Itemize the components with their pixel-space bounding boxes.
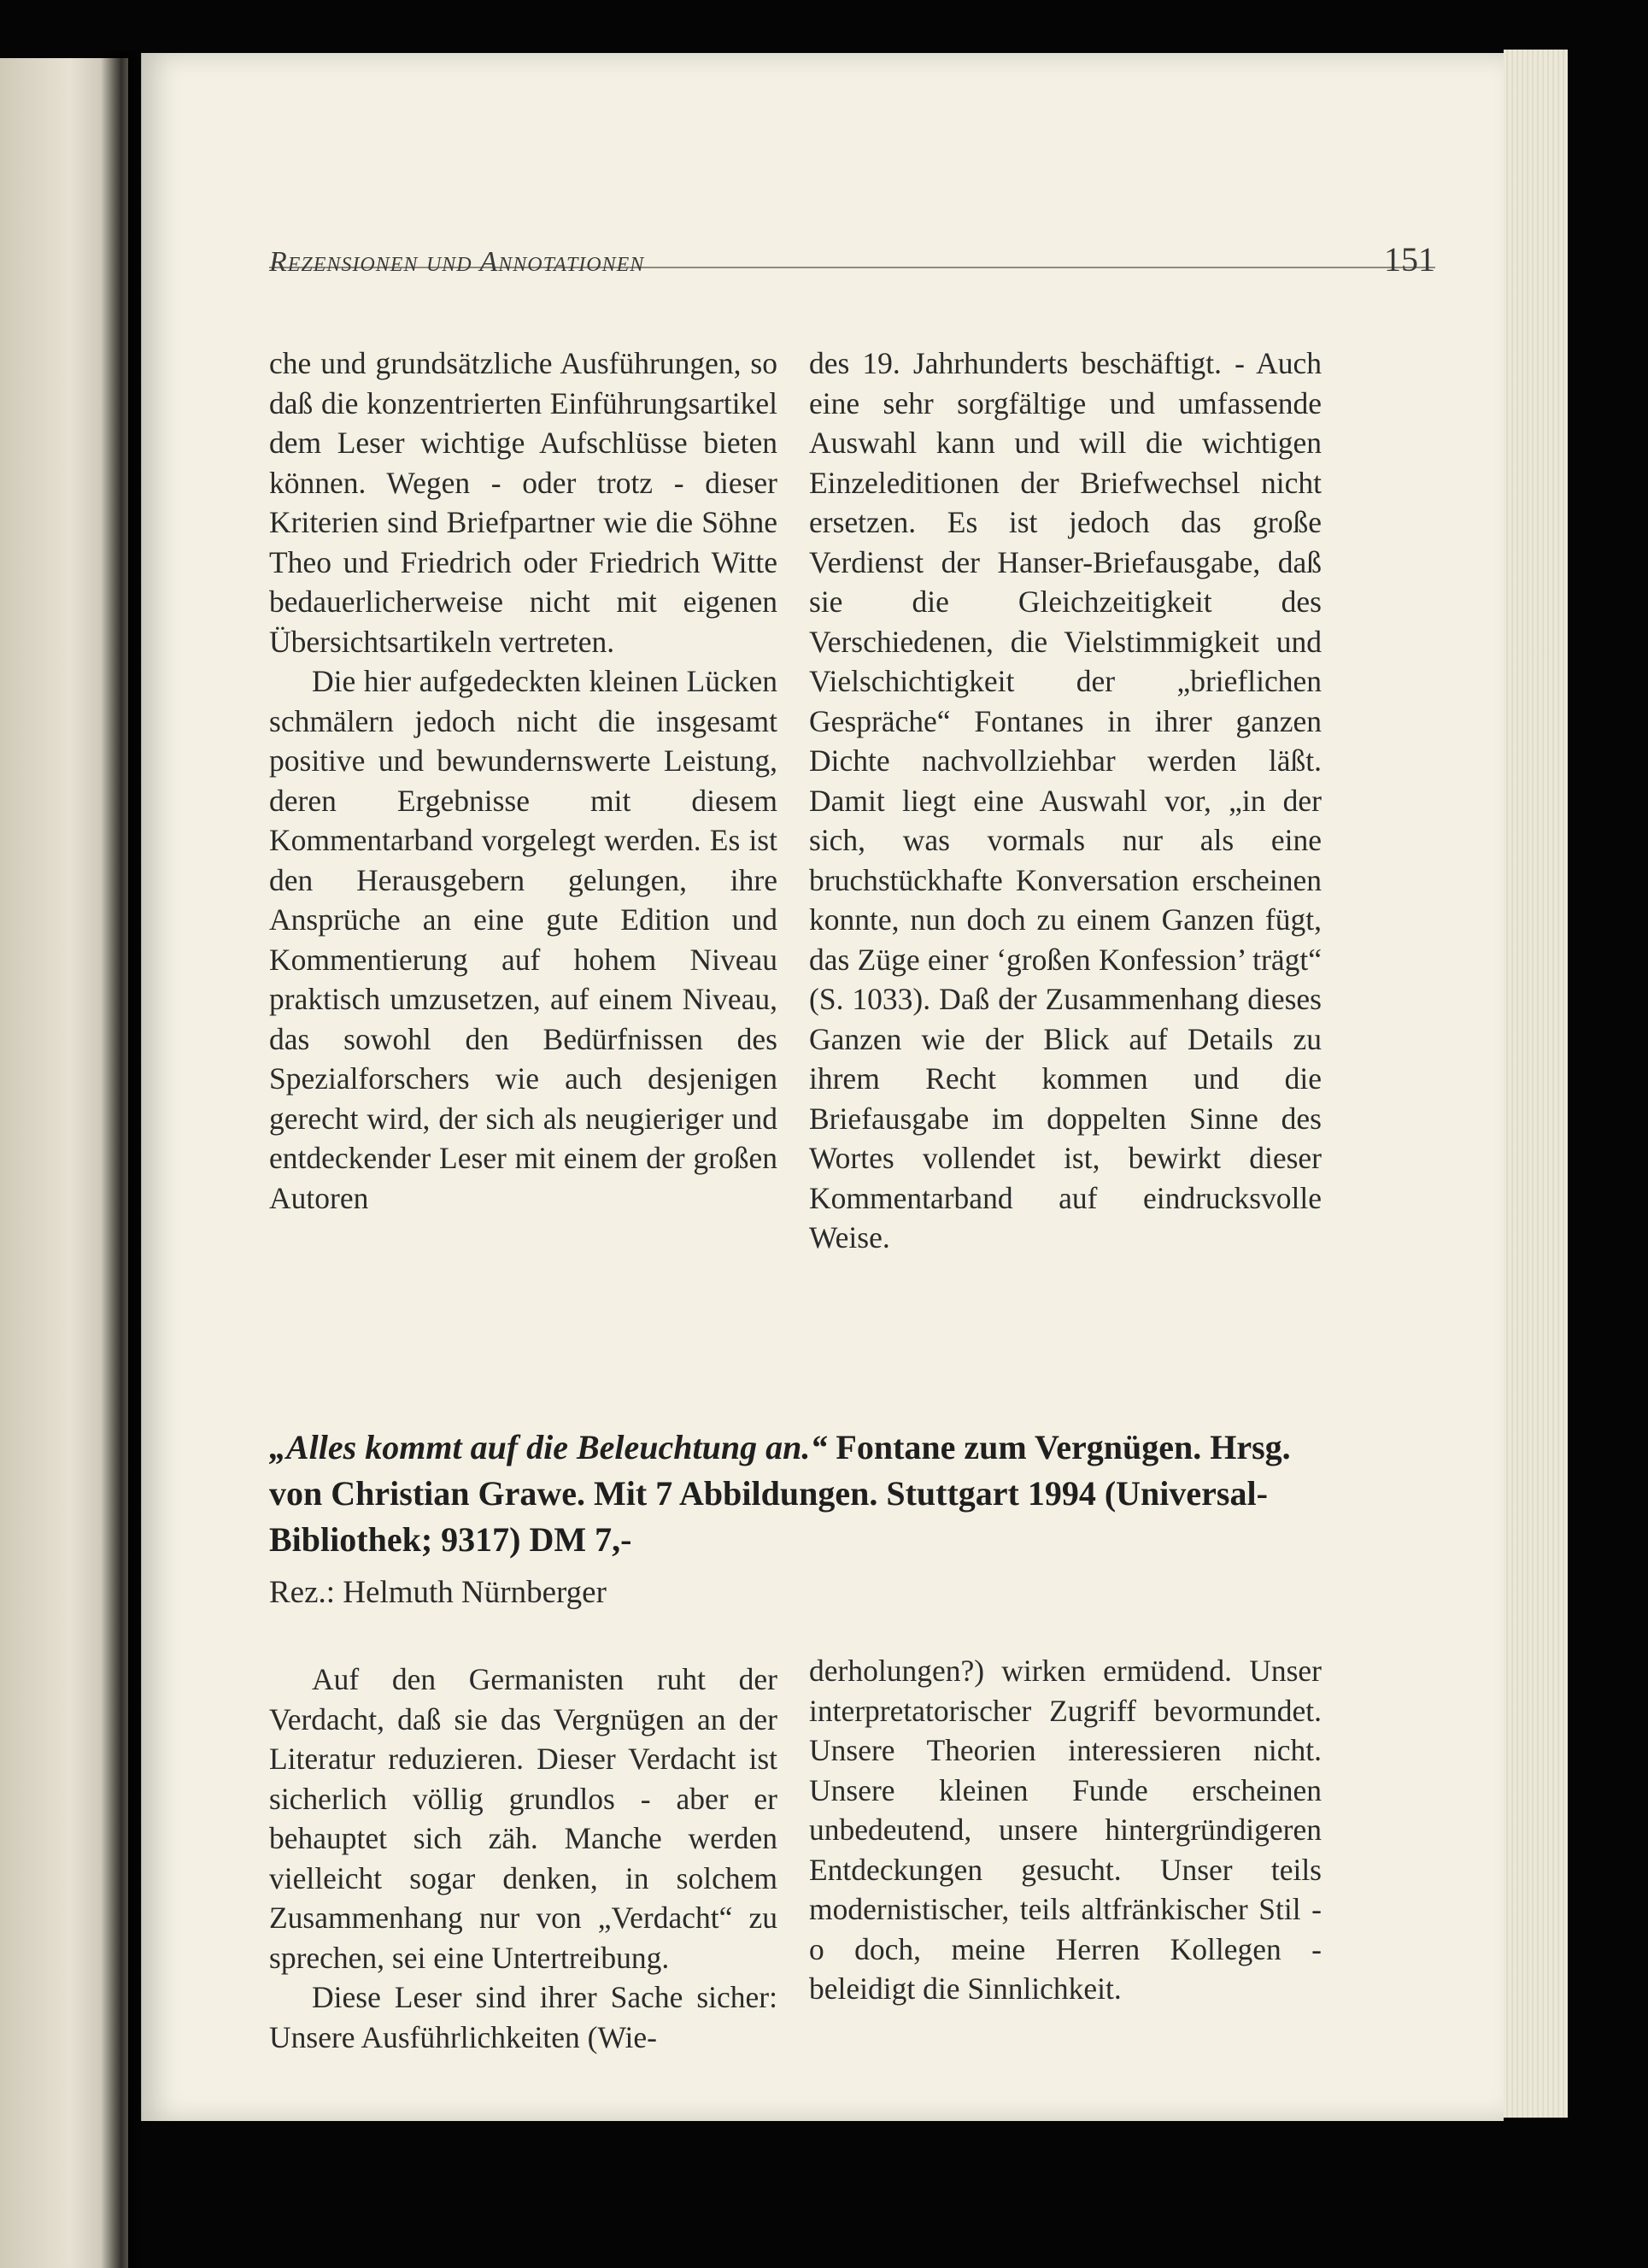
running-head [269, 198, 1435, 279]
book-gutter [101, 51, 142, 2268]
book-title: „Alles kommt auf die Beleuchtung an.“ [269, 1428, 828, 1466]
paragraph: Auf den Germanisten ruht der Verdacht, daß sie das Vergnügen an der Literatur reduzieren. Dieser Verdacht ist sicherlich völlig grundlos - aber er behauptet sich zäh. Manche werden vielleicht sogar denken, in solchem Zusammenhang nur von „Verdacht“ zu sprechen, sei eine Untertreibung. [269, 1662, 777, 1975]
page-block-edge [1504, 50, 1568, 2118]
running-title: Rezensionen und Annotationen [269, 246, 645, 278]
review-title [269, 1425, 1346, 1563]
review2-column-right [809, 1651, 1322, 2009]
paragraph: derholungen?) wirken ermüdend. Unser interpretatorischer Zugriff bevormundet. Unsere Theorien interessieren nicht. Unsere kleinen Funde erscheinen unbedeutend, unsere hintergründigeren Entdeckungen gesucht. Unser teils modernistischer, teils altfränkischer Stil - o doch, meine Herren Kollegen - beleidigt die Sinnlichkeit. [809, 1654, 1322, 2006]
review1-column-left [269, 344, 777, 1218]
paragraph: Diese Leser sind ihrer Sache sicher: Unsere Ausführlichkeiten (Wie- [269, 1980, 777, 2054]
paragraph: che und grundsätzliche Ausführungen, so daß die konzentrierten Einführungsartikel dem Leser wichtige Aufschlüsse bieten können. Wegen - oder trotz - dieser Kriterien sind Briefpartner wie die Söhne Theo und Friedrich oder Friedrich Witte bedauerlicherweise nicht mit eigenen Übersichtsartikeln vertreten. [269, 346, 777, 659]
paragraph: des 19. Jahrhunderts beschäftigt. - Auch eine sehr sorgfältige und umfassende Auswahl kann und will die wichtigen Einzeleditionen der Briefwechsel nicht ersetzen. Es ist jedoch das große Verdienst der Hanser-Briefausgabe, daß sie die Gleichzeitigkeit des Verschiedenen, die Vielstimmigkeit und Vielschichtigkeit der „brieflichen Gespräche“ Fontanes in ihrer ganzen Dichte nachvollziehbar werden läßt. Damit liegt eine Auswahl vor, „in der sich, was vormals nur als eine bruchstückhafte Konversation erscheinen konnte, nun doch zu einem Ganzen fügt, das Züge einer ‘großen Konfession’ trägt“ (S. 1033). Daß der Zusammenhang dieses Ganzen wie der Blick auf Details zu ihrem Recht kommen und die Briefausgabe im doppelten Sinne des Wortes vollendet ist, bewirkt dieser Kommentarband auf eindrucksvolle Weise. [809, 346, 1322, 1254]
paragraph: Die hier aufgedeckten kleinen Lücken schmälern jedoch nicht die insgesamt positive und bewundernswerte Leistung, deren Ergebnisse mit diesem Kommentarband vorgelegt werden. Es ist den Herausgebern gelungen, ihre Ansprüche an eine gute Edition und Kommentierung auf hohem Niveau praktisch umzusetzen, auf einem Niveau, das sowohl den Bedürfnissen des Spezialforschers wie auch desjenigen gerecht wird, der sich als neugieriger und entdeckender Leser mit einem der großen Autoren [269, 664, 777, 1215]
review2-column-left [269, 1660, 777, 2057]
book-page [141, 53, 1504, 2121]
reviewer-line: Rez.: Helmuth Nürnberger [269, 1575, 607, 1610]
page-number: 151 [1384, 240, 1435, 279]
book-details: Fontane zum Vergnügen. Hrsg. von Christian Grawe. Mit 7 Abbildungen. Stuttgart 1994 (Universal-Bibliothek; 9317) DM 7,- [269, 1428, 1291, 1559]
review1-column-right [809, 344, 1322, 1258]
